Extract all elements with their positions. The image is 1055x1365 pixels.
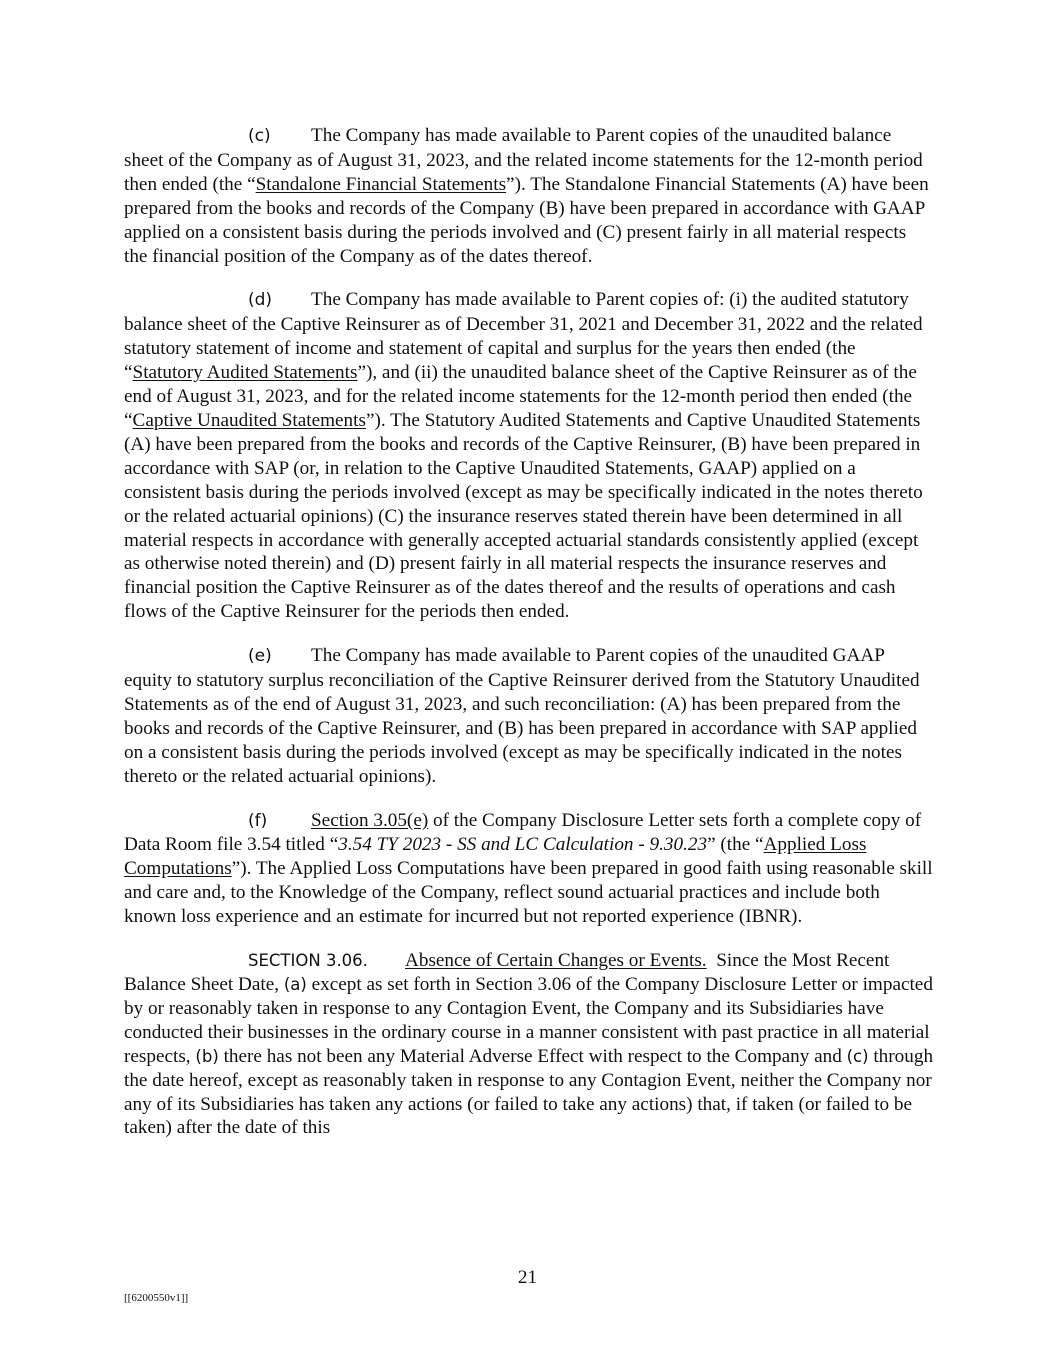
defined-term: Statutory Audited Statements — [132, 362, 358, 384]
section-3-06 — [124, 949, 934, 1140]
section-text: except as set forth in Section 3.06 of the Company Disclosure Letter or impacted by or reasonably taken in response to any Contagion Event, the Company and its Subsidiaries have conducted their businesses in the ordinary course in a manner consistent with past practice in all material respects, — [124, 974, 933, 1067]
clause-label: (c) — [846, 1046, 869, 1066]
paragraph-label: (c) — [248, 126, 271, 146]
paragraph-text: The Company has made available to Parent copies of: (i) the audited statutory balance sheet of the Captive Reinsurer as of December 31, 2021 and December 31, 2022 and the related statutory statement of income and statement of capital and surplus for the years then ended (the “ — [124, 289, 923, 384]
section-text: through the date hereof, except as reasonably taken in response to any Contagion Event, neither the Company nor any of its Subsidiaries has taken any actions (or failed to take any actions) that, if taken (or failed to be taken) after the date of this — [124, 1045, 934, 1139]
defined-term: Applied Loss Computations — [124, 834, 867, 880]
section-heading: Absence of Certain Changes or Events. — [405, 950, 707, 972]
paragraph-label: (f) — [248, 810, 268, 831]
paragraph-text: ” (the “ — [707, 834, 764, 856]
page-number: 21 — [517, 1267, 538, 1288]
section-text: there has not been any Material Adverse Effect with respect to the Company and — [218, 1045, 847, 1067]
paragraph-text: The Company has made available to Parent copies of the unaudited balance sheet of the Company as of August 31, 2023, and the related income statements for the 12-month period then ended (the “ — [124, 125, 923, 195]
defined-term: Standalone Financial Statements — [255, 173, 507, 195]
paragraph-c — [124, 124, 934, 268]
paragraph-text: ”). The Applied Loss Computations have been prepared in good faith using reasonable skill and care and, to the Knowledge of the Company, reflect sound actuarial practices and include both known loss experience and an estimate for incurred but not reported experience (IBNR). — [124, 858, 933, 928]
document-body — [124, 124, 934, 1140]
paragraph-text: ”). The Standalone Financial Statements (A) have been prepared from the books and records of the Company (B) have been prepared in accordance with GAAP applied on a consistent basis during the periods involved and (C) present fairly in all material respects the financial position of the Company as of the dates thereof. — [124, 173, 929, 267]
paragraph-label: (d) — [248, 290, 273, 311]
paragraph-label: (e) — [248, 646, 272, 667]
defined-term: Captive Unaudited Statements — [132, 409, 366, 431]
clause-label: (a) — [283, 975, 307, 994]
section-reference: Section 3.05(e) — [311, 809, 429, 831]
paragraph-text: The Company has made available to Parent copies of the unaudited GAAP equity to statutory surplus reconciliation of the Captive Reinsurer derived from the Statutory Unaudited Statements as of the end of August 31, 2023, and such reconciliation: (A) has been prepared from the books and records of the Captive Reinsurer, and (B) has been prepared in accordance with SAP applied on a consistent basis during the periods involved (except as may be specifically indicated in the notes thereto or the related actuarial opinions). — [124, 645, 920, 787]
paragraph-d — [124, 288, 934, 624]
paragraph-text: ”), and (ii) the unaudited balance sheet of the Captive Reinsurer as of the end of August 31, 2023, and for the related income statements for the 12-month period then ended (the “ — [124, 362, 917, 431]
document-id: [[6200550v1]] — [124, 1292, 189, 1304]
file-title: 3.54 TY 2023 - SS and LC Calculation - 9.30.23 — [338, 834, 708, 856]
paragraph-e — [124, 644, 934, 788]
section-text: Since the Most Recent Balance Sheet Date, — [124, 950, 890, 995]
clause-label: (b) — [195, 1046, 219, 1066]
paragraph-text: ”). The Statutory Audited Statements and Captive Unaudited Statements (A) have been prepared from the books and records of the Captive Reinsurer, (B) have been prepared in accordance with SAP (or, in relation to the Captive Unaudited Statements, GAAP) applied on a consistent basis during the periods involved (except as may be specifically indicated in the notes thereto or the related actuarial opinions) (C) the insurance reserves stated therein have been determined in all material respects in accordance with generally accepted actuarial standards consistently applied (except as otherwise noted therein) and (D) present fairly in all material respects the insurance reserves and financial position the Captive Reinsurer as of the dates thereof and the results of operations and cash flows of the Captive Reinsurer for the periods then ended. — [124, 409, 923, 623]
paragraph-text: of the Company Disclosure Letter sets forth a complete copy of Data Room file 3.54 titled “ — [124, 809, 922, 856]
section-number: SECTION 3.06. — [248, 951, 368, 971]
paragraph-f — [124, 809, 934, 930]
